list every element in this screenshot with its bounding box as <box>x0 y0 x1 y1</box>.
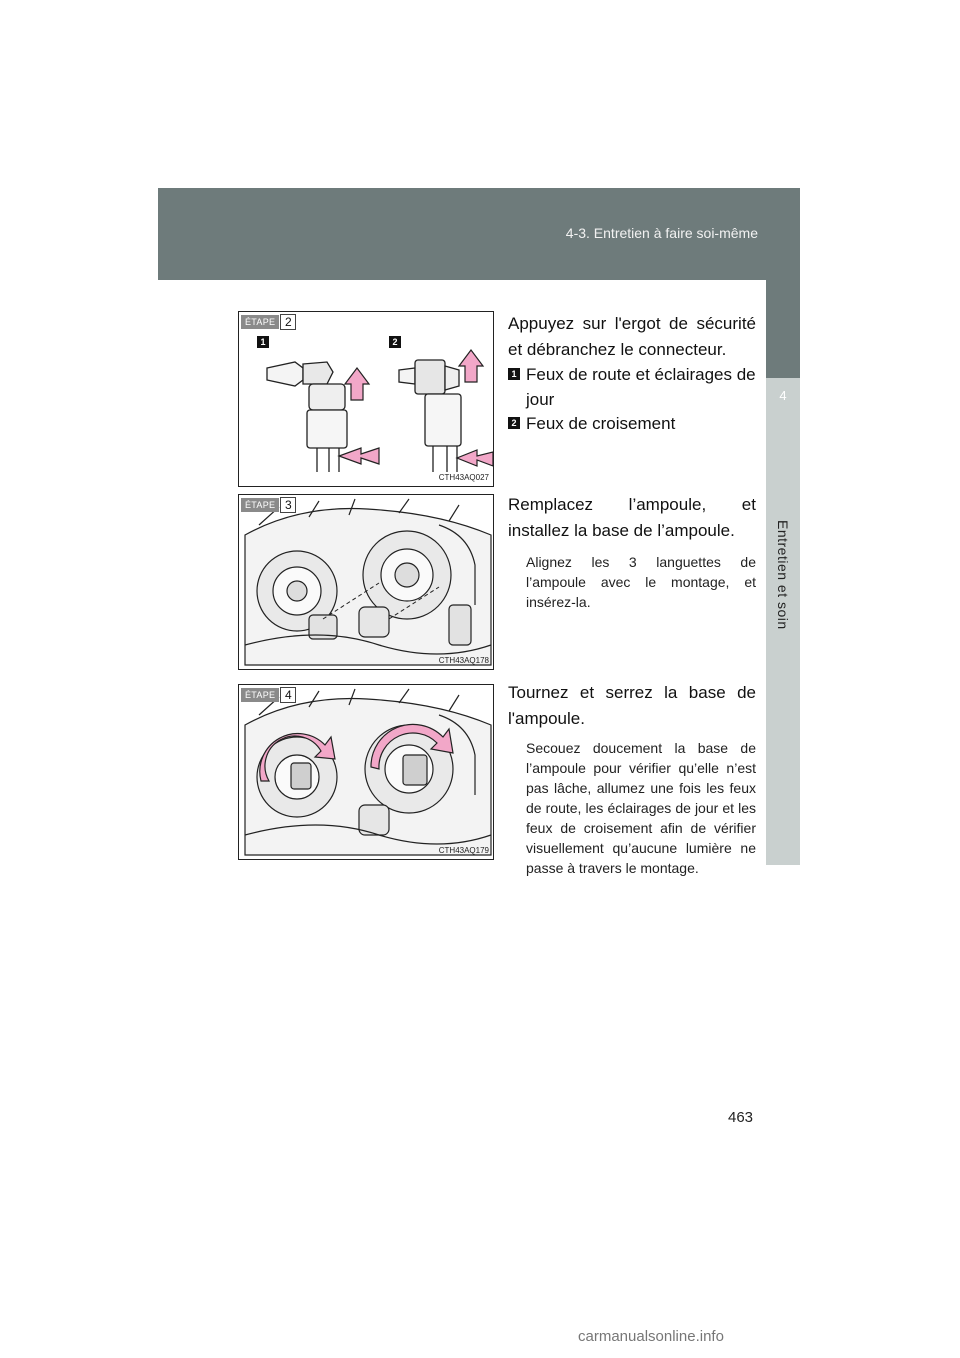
section-title: 4-3. Entretien à faire soi-même <box>565 225 758 241</box>
figure-marker-1: 1 <box>257 336 269 348</box>
step-badge-label: ÉTAPE <box>241 688 279 702</box>
chapter-tab-number-block <box>766 280 800 378</box>
list-marker-2: 2 <box>508 417 520 429</box>
list-item-low-beam <box>508 411 758 436</box>
step-badge-number: 3 <box>280 497 296 513</box>
section-header-bar <box>158 188 800 280</box>
page-number: 463 <box>728 1109 754 1126</box>
step-3-instruction: Remplacez l’ampoule, et installez la base de l’ampoule. <box>508 495 756 540</box>
step-badge-number: 4 <box>280 687 296 703</box>
step-4-note: Secouez doucement la base de l’ampoule pour vérifier qu’elle n’est pas lâche, allumez une fois les feux de route, les éclairages de jour et les feux de croisement afin de vérifier visuellement qu’aucune lumière ne passe à travers le montage. <box>526 740 756 876</box>
list-item-text: Feux de route et éclairages de jour <box>526 365 756 409</box>
figure-marker-2: 2 <box>389 336 401 348</box>
list-item-text: Feux de croisement <box>526 414 676 433</box>
figure-code: CTH43AQ178 <box>438 656 489 665</box>
step-3-note: Alignez les 3 languettes de l’ampoule avec le montage, et insérez-la. <box>526 554 756 610</box>
figure-code: CTH43AQ179 <box>438 846 489 855</box>
connector-illustration <box>239 312 494 487</box>
step-badge-number: 2 <box>280 314 296 330</box>
headlamp-rotate-illustration <box>239 685 494 860</box>
step-2-badge <box>241 314 296 330</box>
step-badge-label: ÉTAPE <box>241 498 279 512</box>
figure-code: CTH43AQ027 <box>438 473 489 482</box>
chapter-number: 4 <box>779 388 787 403</box>
watermark: carmanualsonline.info <box>578 1328 724 1345</box>
list-marker-1: 1 <box>508 368 520 380</box>
step-3-figure <box>238 494 494 670</box>
step-4-badge <box>241 687 296 703</box>
step-badge-label: ÉTAPE <box>241 315 279 329</box>
step-4-figure <box>238 684 494 860</box>
list-item-high-beam <box>508 362 758 412</box>
headlamp-illustration <box>239 495 494 670</box>
step-2-instruction: Appuyez sur l'ergot de sécurité et débranchez le connecteur. <box>508 314 756 359</box>
step-4-instruction: Tournez et serrez la base de l'ampoule. <box>508 683 756 728</box>
chapter-label: Entretien et soin <box>775 520 791 630</box>
step-2-figure <box>238 311 494 487</box>
step-3-badge <box>241 497 296 513</box>
